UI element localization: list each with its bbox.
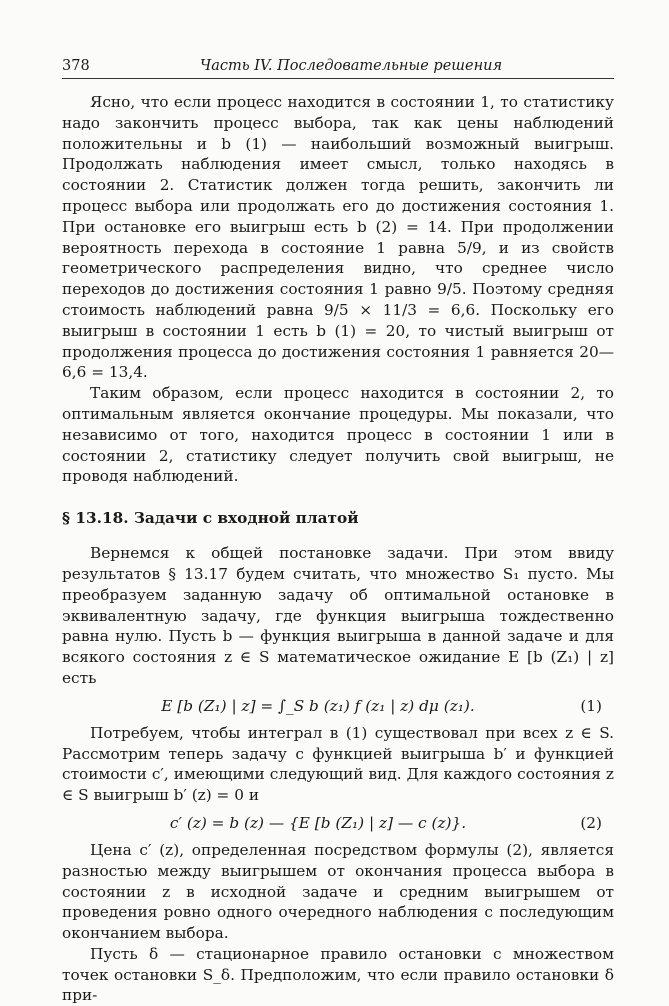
paragraph: Пусть δ — стационарное правило остановки с множеством точек остановки S_δ. Предположим, что если правило остановки δ при-: [62, 944, 614, 1005]
paragraph: Вернемся к общей постановке задачи. При этом ввиду результатов § 13.17 будем считать, что множество S₁ пусто. Мы преобразуем заданную задачу об оптимальной остановке в эквивалентную задачу, где функция выигрыша тождественно равна нулю. Пусть b — функция выигрыша в данной задаче и для всякого состояния z ∈ S математическое ожидание E [b (Z₁) | z] есть: [62, 544, 614, 687]
paragraph: Ясно, что если процесс находится в состоянии 1, то статистику надо закончить процесс выбора, так как цены наблюдений положительны и b (1) — наибольший возможный выигрыш. Продолжать наблюдения имеет смысл, только находясь в состоянии 2. Статистик должен тогда решить, закончить ли процесс выбора или продолжать его до достижения состояния 1. При остановке его выигрыш есть b (2) = 14. При продолжении вероятность перехода в состояние 1 равна 5/9, и из свойств геометрического распределения видно, что среднее число переходов до достижения состояния 1 равно 9/5. Поэтому средняя стоимость наблюдений равна 9/5 × 11/3 = 6,6. Поскольку его выигрыш в состоянии 1 есть b (1) = 20, то чистый выигрыш от продолжения процесса до достижения состояния 1 равняется 20—6,6 = 13,4.: [62, 93, 614, 382]
formula-text: c′ (z) = b (z) — {E [b (Z₁) | z] — c (z)}.: [169, 813, 467, 832]
page-body: [62, 92, 614, 1006]
paragraph: Цена c′ (z), определенная посредством формулы (2), является разностью между выигрышем от окончания процесса выбора в состоянии z в исходной задаче и средним выигрышем от проведения ровно одного очередного наблюдения с последующим окончанием выбора.: [62, 840, 614, 943]
page-number: 378: [62, 58, 90, 74]
formula-text: E [b (Z₁) | z] = ∫_S b (z₁) f (z₁ | z) dμ (z₁).: [161, 696, 475, 715]
formula-2: [62, 812, 614, 834]
paragraph: Потребуем, чтобы интеграл в (1) существовал при всех z ∈ S. Рассмотрим теперь задачу с функцией выигрыша b′ и функцией стоимости c′, имеющими следующий вид. Для каждого состояния z ∈ S выигрыш b′ (z) = 0 и: [62, 723, 614, 805]
formula-number: (1): [580, 696, 602, 715]
section-title: § 13.18. Задачи с входной платой: [62, 509, 359, 528]
page-header: [62, 56, 614, 79]
running-title: Часть IV. Последовательные решения: [200, 58, 503, 74]
formula-number: (2): [580, 813, 602, 832]
formula-1: [62, 695, 614, 717]
paragraph: Таким образом, если процесс находится в состоянии 2, то оптимальным является окончание процедуры. Мы показали, что независимо от того, находится процесс в состоянии 1 или в состоянии 2, статистику следует получить свой выигрыш, не проводя наблюдений.: [62, 384, 614, 486]
